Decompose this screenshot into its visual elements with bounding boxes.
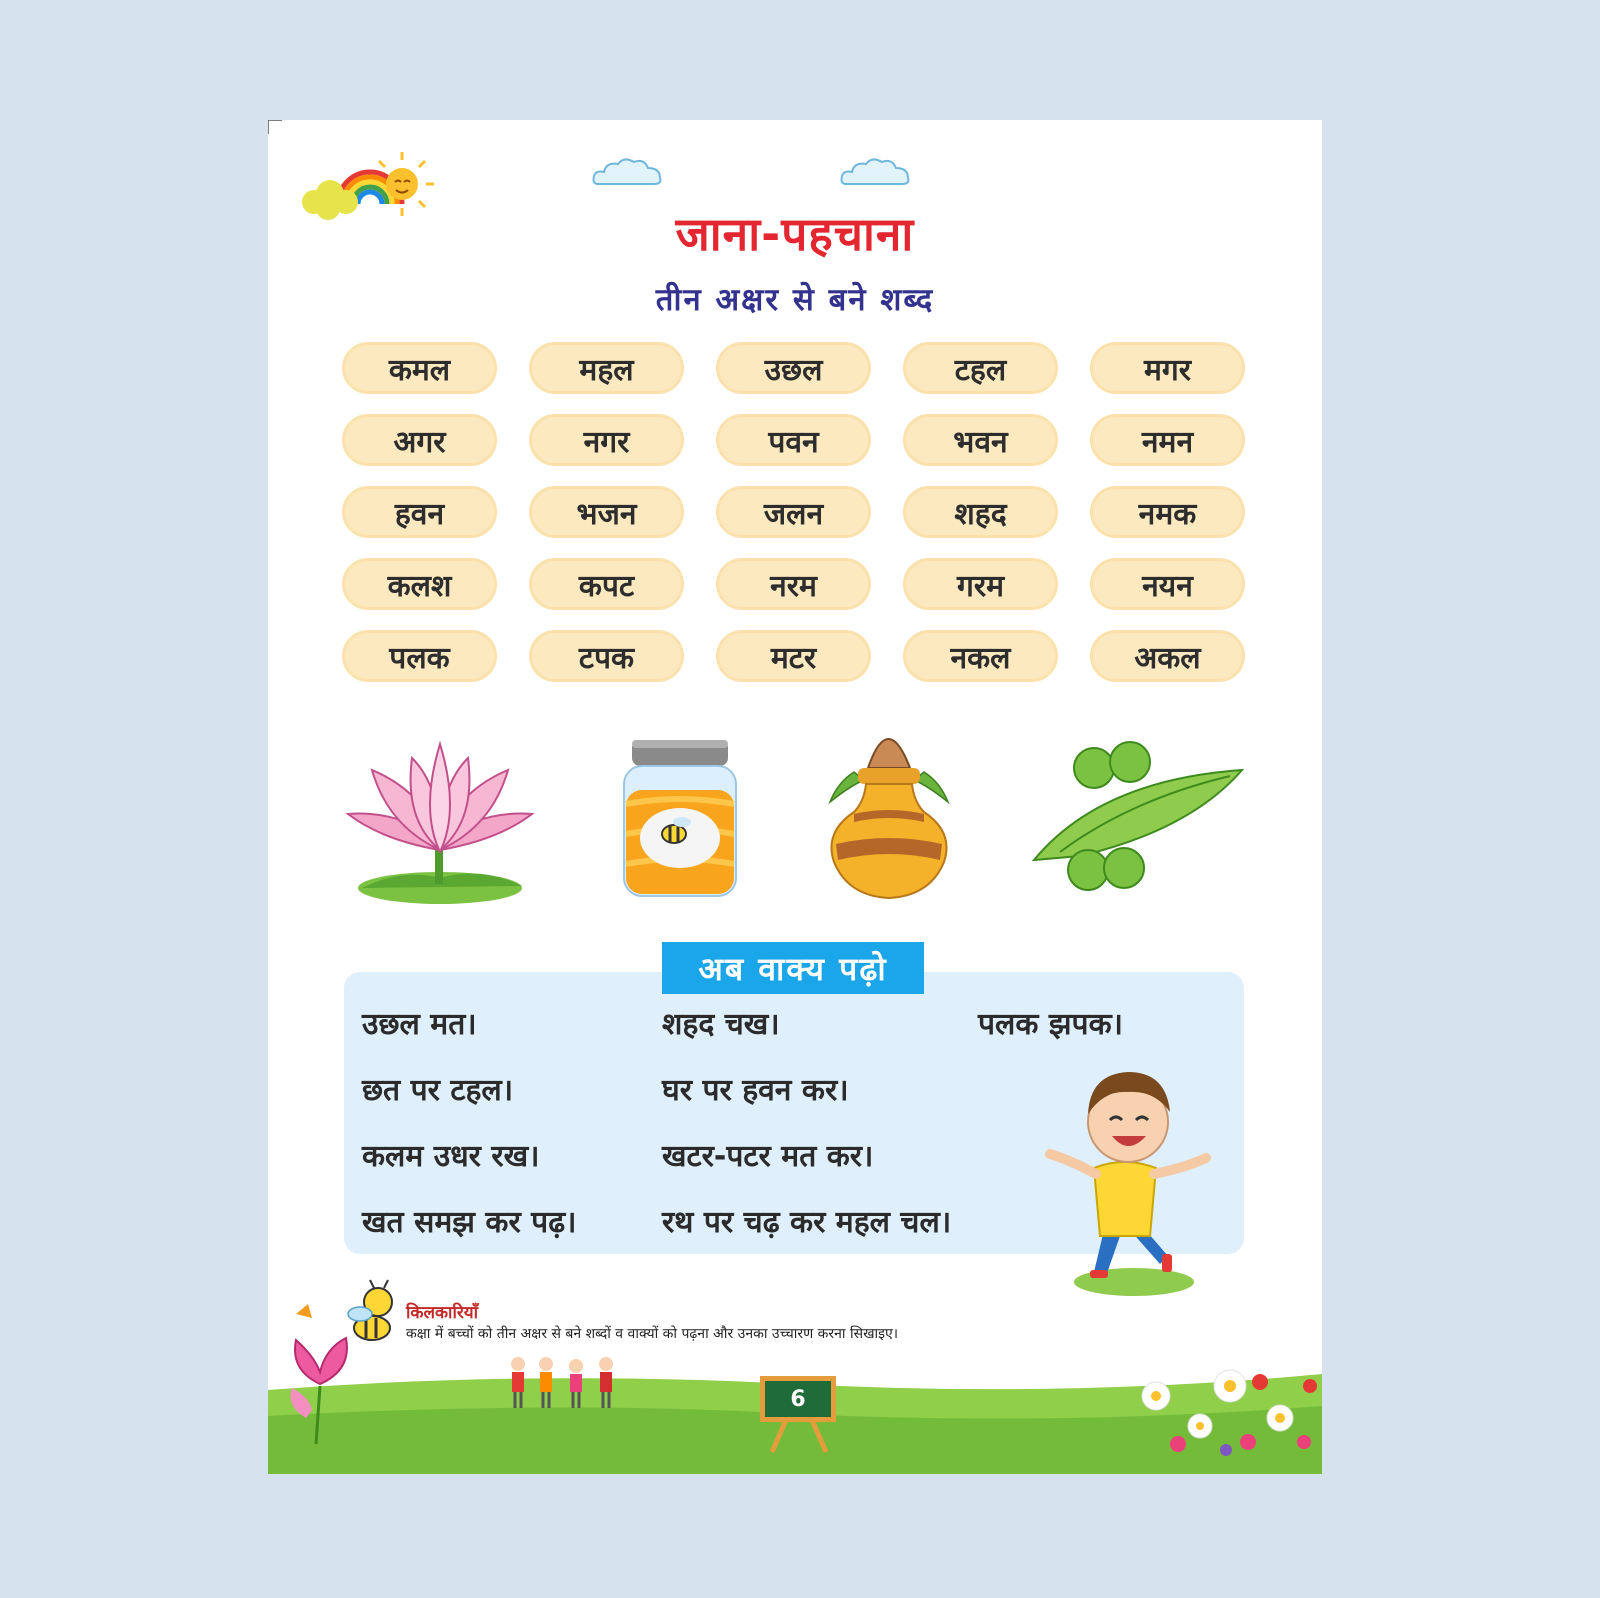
page-subtitle: तीन अक्षर से बने शब्द — [655, 282, 935, 318]
sentence: कलम उधर रख। — [362, 1139, 540, 1174]
word-pill: नगर — [529, 414, 684, 466]
easel-icon — [764, 1420, 834, 1454]
children-icon — [504, 1352, 624, 1412]
flower-icon — [1130, 1356, 1322, 1462]
sentence: छत पर टहल। — [362, 1073, 514, 1108]
cloud-icon — [838, 156, 914, 190]
word-pill: मटर — [716, 630, 871, 682]
sentence: घर पर हवन कर। — [662, 1073, 849, 1108]
note-text: कक्षा में बच्चों को तीन अक्षर से बने शब्दों व वाक्यों को पढ़ना और उनका उच्चारण करना सिखाइए। — [406, 1326, 899, 1342]
lotus-icon — [342, 740, 538, 906]
word-pill: नयन — [1090, 558, 1245, 610]
word-pill: भवन — [903, 414, 1058, 466]
sentence: खत समझ कर पढ़। — [362, 1205, 577, 1240]
cloud-icon — [590, 156, 666, 190]
word-pill: शहद — [903, 486, 1058, 538]
word-pill: अगर — [342, 414, 497, 466]
word-pill: हवन — [342, 486, 497, 538]
word-pill: गरम — [903, 558, 1058, 610]
pea-pod-icon — [1030, 740, 1246, 896]
boy-icon — [1044, 1050, 1214, 1302]
flower-icon — [276, 1326, 366, 1446]
sentence-heading: अब वाक्य पढ़ो — [662, 942, 924, 994]
sentence: रथ पर चढ़ कर महल चल। — [662, 1205, 952, 1240]
sentence: शहद चख। — [662, 1007, 780, 1042]
note-title: किलकारियाँ — [406, 1303, 479, 1323]
word-pill: भजन — [529, 486, 684, 538]
word-pill: नकल — [903, 630, 1058, 682]
sentence: खटर-पटर मत कर। — [662, 1139, 874, 1174]
word-pill: उछल — [716, 342, 871, 394]
page-number: 6 — [760, 1376, 836, 1422]
word-pill: कपट — [529, 558, 684, 610]
word-pill: मगर — [1090, 342, 1245, 394]
workbook-page — [268, 120, 1322, 1474]
word-pill: नमन — [1090, 414, 1245, 466]
word-pill: अकल — [1090, 630, 1245, 682]
kalash-icon — [824, 716, 954, 902]
word-pill: पलक — [342, 630, 497, 682]
crop-mark-icon — [268, 120, 282, 134]
page-title: जाना-पहचाना — [675, 207, 915, 261]
sentence: उछल मत। — [362, 1007, 477, 1042]
word-grid — [342, 342, 1244, 682]
word-pill: महल — [529, 342, 684, 394]
word-pill: जलन — [716, 486, 871, 538]
sentence: पलक झपक। — [978, 1007, 1123, 1042]
word-pill: कमल — [342, 342, 497, 394]
word-pill: कलश — [342, 558, 497, 610]
word-pill: टहल — [903, 342, 1058, 394]
word-pill: नमक — [1090, 486, 1245, 538]
honey-jar-icon — [620, 734, 740, 900]
word-pill: पवन — [716, 414, 871, 466]
word-pill: नरम — [716, 558, 871, 610]
word-pill: टपक — [529, 630, 684, 682]
